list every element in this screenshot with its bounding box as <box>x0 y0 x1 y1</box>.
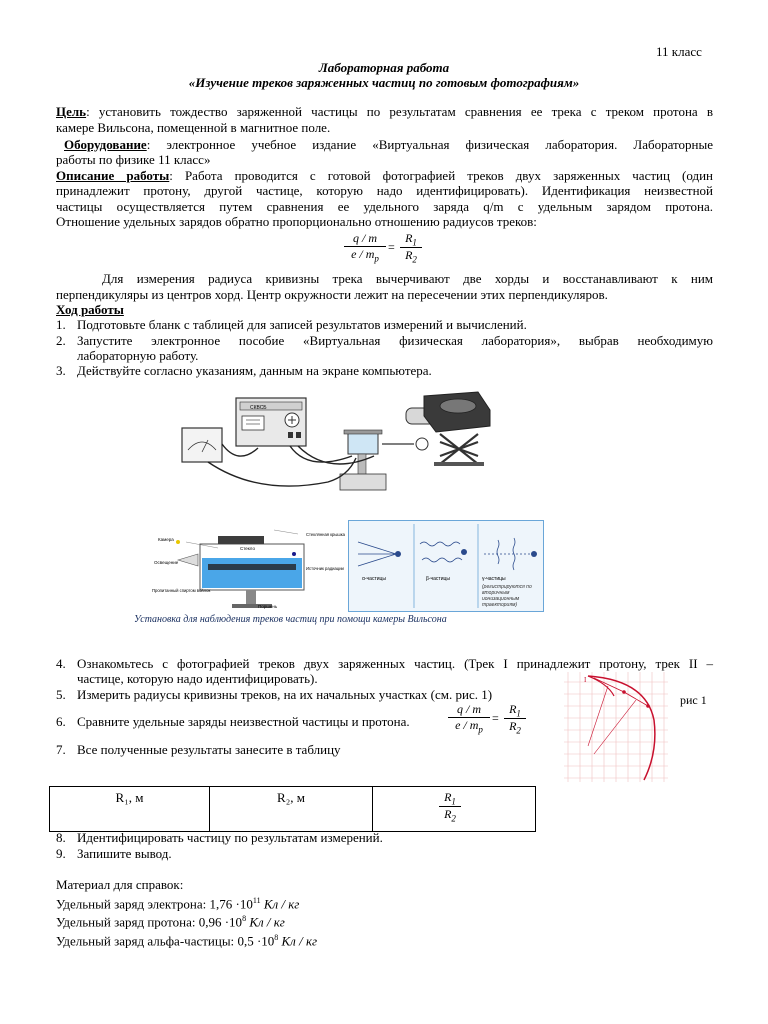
step-number: 5. <box>56 687 66 702</box>
step-text: частице, которую надо идентифицировать). <box>77 671 318 686</box>
equipment-label: Оборудование <box>64 137 147 152</box>
step-number: 9. <box>56 846 66 861</box>
reference-title: Материал для справок: <box>56 877 184 892</box>
table-header-r1: R₁, м <box>50 787 210 832</box>
table-header-r2: R₂, м <box>210 787 373 832</box>
step-number: 6. <box>56 714 66 729</box>
step-text: Сравните удельные заряды неизвестной частицы и протона. <box>77 714 410 729</box>
description-line-3: частицы осуществляется путем сравнения ее удельного заряда q/m с удельным зарядом протона. <box>56 199 713 214</box>
glass-label: Стекло <box>240 546 255 551</box>
figure-1-tracks <box>564 672 668 782</box>
equipment-line-1: Оборудование: электронное учебное издание «Виртуальная физическая лаборатория. Лабораторные <box>56 137 713 152</box>
device-label: СКВСБ <box>250 405 267 411</box>
description-line-1: Описание работы: Работа проводится с готовой фотографией треков двух заряженных частиц (один <box>56 168 713 183</box>
step-text: Запустите электронное пособие «Виртуальная физическая лаборатория», выбрав необходимую <box>77 333 713 348</box>
description-line-4: Отношение удельных зарядов обратно пропорционально отношению радиусов треков: <box>56 214 537 229</box>
track-label-I: I <box>584 676 587 684</box>
description-label: Описание работы <box>56 168 170 183</box>
step-text: Измерить радиусы кривизны треков, на их начальных участках (см. рис. 1) <box>77 687 493 702</box>
source-label: Источник радиации <box>306 566 344 571</box>
equipment-line-2: работы по физике 11 класс» <box>56 152 211 167</box>
felt-label: Пропитанный спиртом войлок <box>152 588 211 593</box>
step-number: 2. <box>56 333 66 348</box>
step-text: Действуйте согласно указаниям, данным на экране компьютера. <box>77 363 432 378</box>
goal-line-2: камере Вильсона, помещенной в магнитное поле. <box>56 120 331 135</box>
grade-label: 11 класс <box>656 44 702 59</box>
lid-label: Стеклянная крышка <box>306 532 345 537</box>
step-text: Все полученные результаты занесите в таблицу <box>77 742 341 757</box>
chord-paragraph-line-2: перпендикуляры из центров хорд. Центр окружности лежит на пересечении этих перпендикуляров. <box>56 287 608 302</box>
step-text: Идентифицировать частицу по результатам измерений. <box>77 830 383 845</box>
table-header-ratio: $\frac{R_1}{R_2}$ <box>373 787 536 832</box>
chord-paragraph-line-1: Для измерения радиуса кривизны трека вычерчивают две хорды и восстанавливают к ним <box>102 271 713 286</box>
goal-label: Цель <box>56 104 87 119</box>
page-subtitle: «Изучение треков заряженных частиц по готовым фотографиям» <box>188 75 580 90</box>
step-number: 8. <box>56 830 66 845</box>
alpha-label: α-частицы <box>362 576 386 582</box>
step-text: Подготовьте бланк с таблицей для записей результатов измерений и вычислений. <box>77 317 527 332</box>
step-text: лабораторную работу. <box>77 348 199 363</box>
step-number: 7. <box>56 742 66 757</box>
wilson-chamber-apparatus-illustration <box>178 386 508 506</box>
step-text: Ознакомьтесь с фотографией треков двух заряженных частиц. (Трек I принадлежит протону, трек II – <box>77 656 713 671</box>
formula-compare: $\frac{q / m}{e / m_p}$ = $\frac{R_1}{R_2}$ <box>448 702 538 736</box>
figure-caption: Установка для наблюдения треков частиц при помощи камеры Вильсона <box>134 614 447 625</box>
description-line-2: принадлежит протону, другой частице, которую надо идентифицировать). Идентификация неизвестной <box>56 183 713 198</box>
procedure-label: Ход работы <box>56 302 124 317</box>
reference-electron: Удельный заряд электрона: $1,76 \cdot 10^{11}$ Кл / кг <box>56 896 300 912</box>
figure-1-label: рис 1 <box>680 693 707 707</box>
results-table <box>49 786 536 832</box>
light-label: Освещение <box>154 560 179 565</box>
piston-label: Поршень <box>258 604 278 609</box>
step-number: 1. <box>56 317 66 332</box>
page-title: Лабораторная работа <box>318 60 450 75</box>
step-number: 4. <box>56 656 66 671</box>
camera-label: Камера <box>158 537 174 542</box>
formula-main: $\frac{q / m}{e / m_p}$ = $\frac{R_1}{R_2}$ <box>344 231 434 265</box>
reference-proton: Удельный заряд протона: $0,96 \cdot 10^8$ Кл / кг <box>56 914 285 930</box>
step-text: Запишите вывод. <box>77 846 172 861</box>
reference-alpha: Удельный заряд альфа-частицы: $0,5 \cdot 10^8$ Кл / кг <box>56 933 318 949</box>
table-row <box>50 787 536 832</box>
goal-line-1: Цель: установить тождество заряженной частицы по результатам сравнения ее трека с треком протона в <box>56 104 713 119</box>
step-number: 3. <box>56 363 66 378</box>
gamma-label: γ-частицы <box>482 576 506 582</box>
cloud-chamber-diagram <box>148 520 346 612</box>
gamma-note: (регистрируются по вторичным ионизационным траекториям) <box>482 584 532 608</box>
beta-label: β-частицы <box>426 576 450 582</box>
